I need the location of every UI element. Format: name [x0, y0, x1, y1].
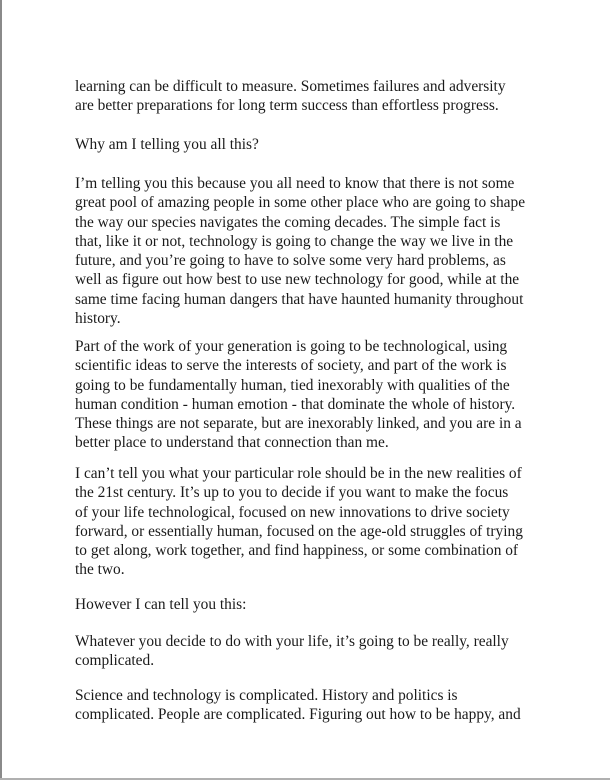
paragraph-line: great pool of amazing people in some other place who are going to shape: [75, 194, 526, 212]
paragraph-1: [75, 77, 605, 116]
paragraph-line: learning can be difficult to measure. Sometimes failures and adversity: [75, 78, 506, 95]
paragraph-line: human condition - human emotion - that dominate the whole of history.: [75, 395, 516, 413]
paragraph-line: the way our species navigates the coming decades. The simple fact is: [75, 213, 501, 231]
page-left-edge: [0, 0, 2, 780]
paragraph-line: the 21st century. It’s up to you to decide if you want to make the focus: [75, 484, 509, 502]
paragraph-line: Part of the work of your generation is going to be technological, using: [75, 338, 508, 355]
paragraph-line: These things are not separate, but are inexorably linked, and you are in a: [75, 415, 522, 433]
paragraph-line: scientific ideas to serve the interests of society, and part of the work is: [75, 357, 507, 375]
paragraph-line: history.: [75, 310, 121, 328]
paragraph-line: same time facing human dangers that have haunted humanity throughout: [75, 290, 524, 308]
paragraph-6: [75, 595, 605, 614]
paragraph-line: However I can tell you this:: [75, 596, 247, 613]
paragraph-line: better place to understand that connection than me.: [75, 434, 389, 452]
paragraph-line: complicated. People are complicated. Figuring out how to be happy, and: [75, 706, 521, 724]
paragraph-line: Science and technology is complicated. History and politics is: [75, 687, 458, 704]
paragraph-line: that, like it or not, technology is going to change the way we live in the: [75, 232, 514, 250]
paragraph-2: [75, 135, 605, 154]
paragraph-line: Whatever you decide to do with your life, it’s going to be really, really: [75, 633, 509, 650]
paragraph-line: the two.: [75, 561, 125, 579]
paragraph-line: Why am I telling you all this?: [75, 136, 259, 153]
paragraph-line: going to be fundamentally human, tied inexorably with qualities of the: [75, 376, 510, 394]
paragraph-5: [75, 464, 605, 580]
paragraph-line: are better preparations for long term success than effortless progress.: [75, 97, 499, 115]
paragraph-line: I’m telling you this because you all need to know that there is not some: [75, 175, 515, 192]
paragraph-8: [75, 686, 605, 725]
paragraph-4: [75, 337, 605, 453]
paragraph-line: future, and you’re going to have to solve some very hard problems, as: [75, 252, 506, 270]
paragraph-line: complicated.: [75, 652, 155, 670]
paragraph-line: of your life technological, focused on new innovations to drive society: [75, 503, 510, 521]
paragraph-3: [75, 174, 605, 328]
paragraph-line: well as figure out how best to use new technology for good, while at the: [75, 271, 520, 289]
paragraph-line: I can’t tell you what your particular role should be in the new realities of: [75, 465, 522, 482]
paragraph-line: to get along, work together, and find happiness, or some combination of: [75, 542, 519, 560]
paragraph-line: forward, or essentially human, focused on the age-old struggles of trying: [75, 522, 523, 540]
paragraph-7: [75, 632, 605, 671]
